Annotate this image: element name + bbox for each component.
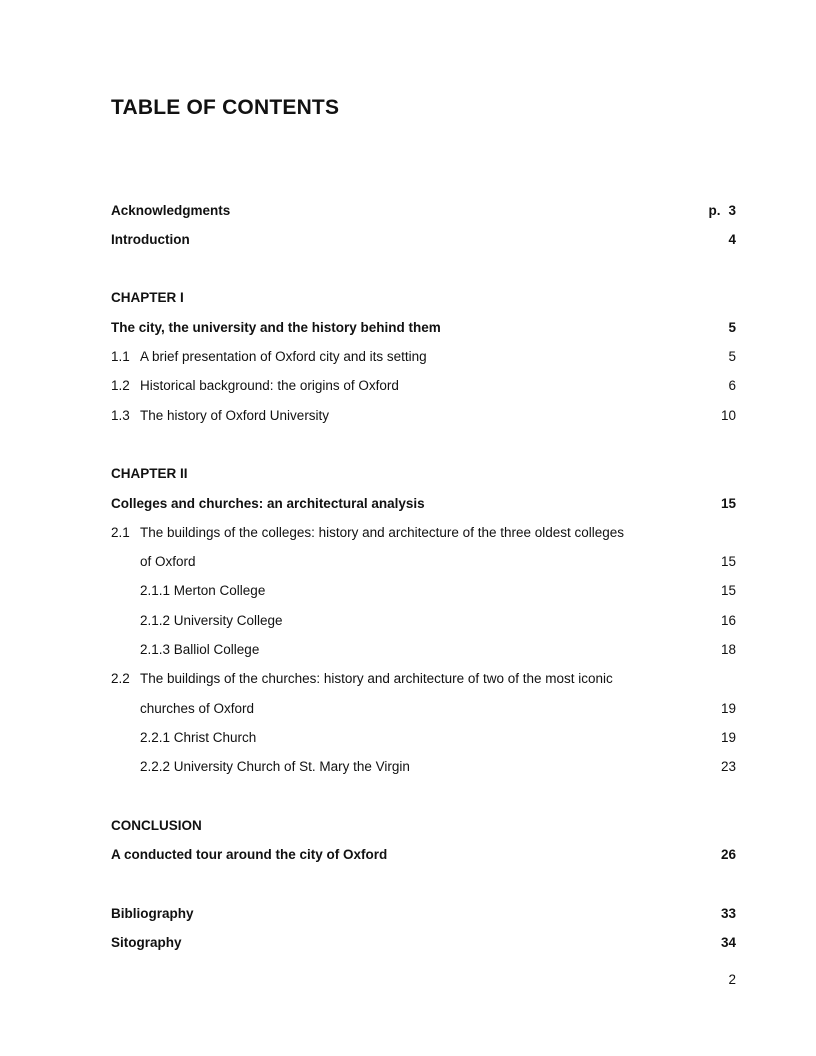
toc-entry-page: 23 bbox=[720, 759, 736, 774]
toc-entry-page: 33 bbox=[720, 906, 736, 921]
toc-entry-label: A conducted tour around the city of Oxford bbox=[111, 847, 388, 862]
toc-entry-2-2-2[interactable] bbox=[111, 756, 736, 778]
toc-entry-chapter2-title[interactable] bbox=[111, 493, 736, 515]
toc-entry-label: Bibliography bbox=[111, 906, 194, 921]
toc-entry-page: 16 bbox=[720, 613, 736, 628]
toc-entry-2-1[interactable] bbox=[111, 522, 736, 544]
toc-entry-2-1-2[interactable] bbox=[111, 610, 736, 632]
toc-entry-page: 5 bbox=[728, 349, 736, 364]
toc-entry-2-2-continued[interactable] bbox=[111, 698, 736, 720]
toc-entry-page: 10 bbox=[720, 408, 736, 423]
toc-entry-label: 2.1.1 Merton College bbox=[140, 583, 266, 598]
toc-entry-label: The buildings of the colleges: history and architecture of the three oldest colleges bbox=[140, 525, 625, 540]
toc-entry-bibliography[interactable] bbox=[111, 903, 736, 925]
page-title: TABLE OF CONTENTS bbox=[111, 96, 340, 119]
toc-entry-sitography[interactable] bbox=[111, 932, 736, 954]
section-number: 2.2 bbox=[111, 671, 130, 686]
chapter-heading bbox=[111, 815, 736, 837]
toc-entry-2-1-3[interactable] bbox=[111, 639, 736, 661]
toc-entry-introduction[interactable] bbox=[111, 229, 736, 251]
section-number: 2.1 bbox=[111, 525, 130, 540]
chapter-heading-label: CHAPTER II bbox=[111, 466, 188, 481]
toc-entry-label: The buildings of the churches: history and architecture of two of the most iconic bbox=[140, 671, 613, 686]
toc-entry-label: 2.2.2 University Church of St. Mary the Virgin bbox=[140, 759, 410, 774]
toc-entry-page: 15 bbox=[720, 583, 736, 598]
toc-entry-label: A brief presentation of Oxford city and its setting bbox=[140, 349, 427, 364]
toc-entry-label: Introduction bbox=[111, 232, 190, 247]
toc-entry-2-1-continued[interactable] bbox=[111, 551, 736, 573]
toc-entry-2-1-1[interactable] bbox=[111, 580, 736, 602]
toc-entry-page: 19 bbox=[720, 701, 736, 716]
toc-entry-page: 15 bbox=[720, 496, 736, 511]
toc-entry-label: Colleges and churches: an architectural analysis bbox=[111, 496, 425, 511]
toc-entry-page: 19 bbox=[720, 730, 736, 745]
page-prefix: p. bbox=[708, 203, 721, 218]
toc-entry-1-1[interactable] bbox=[111, 346, 736, 368]
toc-entry-conclusion-title[interactable] bbox=[111, 844, 736, 866]
toc-entry-1-3[interactable] bbox=[111, 405, 736, 427]
toc-entry-label: Acknowledgments bbox=[111, 203, 231, 218]
chapter-heading-label: CHAPTER I bbox=[111, 290, 184, 305]
toc-entry-label: of Oxford bbox=[140, 554, 196, 569]
toc-entry-label: 2.1.2 University College bbox=[140, 613, 283, 628]
toc-entry-2-2-1[interactable] bbox=[111, 727, 736, 749]
toc-entry-label: Sitography bbox=[111, 935, 182, 950]
toc-entry-page: 15 bbox=[720, 554, 736, 569]
toc-entry-1-2[interactable] bbox=[111, 375, 736, 397]
toc-entry-label: The city, the university and the history behind them bbox=[111, 320, 441, 335]
toc-entry-page: 34 bbox=[720, 935, 736, 950]
toc-entry-page: 5 bbox=[728, 320, 736, 335]
toc-entry-page: 6 bbox=[728, 378, 736, 393]
toc-entry-label: Historical background: the origins of Oxford bbox=[140, 378, 399, 393]
toc-entry-chapter1-title[interactable] bbox=[111, 317, 736, 339]
toc-entry-acknowledgments[interactable] bbox=[111, 200, 736, 222]
page-number-footer: 2 bbox=[728, 972, 736, 987]
chapter-heading bbox=[111, 287, 736, 309]
chapter-heading bbox=[111, 463, 736, 485]
section-number: 1.1 bbox=[111, 349, 130, 364]
chapter-heading-label: CONCLUSION bbox=[111, 818, 202, 833]
page-number: 3 bbox=[728, 203, 736, 218]
toc-entry-label: The history of Oxford University bbox=[140, 408, 330, 423]
toc-entry-page: 26 bbox=[720, 847, 736, 862]
toc-entry-label: 2.1.3 Balliol College bbox=[140, 642, 260, 657]
toc-entry-2-2[interactable] bbox=[111, 668, 736, 690]
toc-entry-page: 4 bbox=[728, 232, 736, 247]
toc-entry-page: 18 bbox=[720, 642, 736, 657]
section-number: 1.3 bbox=[111, 408, 130, 423]
toc-entry-label: 2.2.1 Christ Church bbox=[140, 730, 257, 745]
toc-entry-page bbox=[708, 200, 736, 222]
section-number: 1.2 bbox=[111, 378, 130, 393]
toc-entry-label: churches of Oxford bbox=[140, 701, 255, 716]
